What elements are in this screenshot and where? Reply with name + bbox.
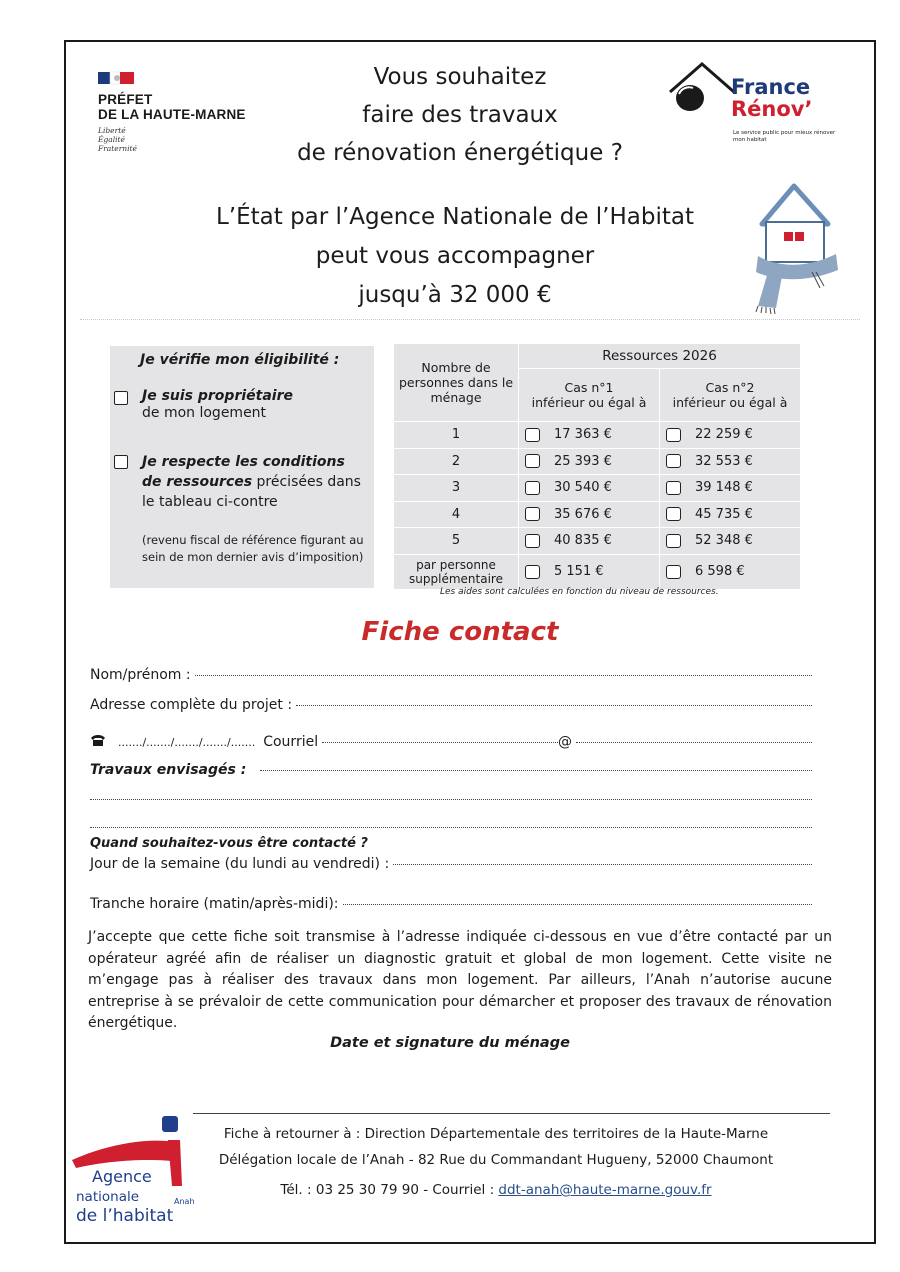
works-field[interactable]: Travaux envisagés : — [90, 762, 812, 778]
case2-checkbox[interactable] — [666, 565, 681, 579]
case2-checkbox[interactable] — [666, 534, 681, 548]
telephone-icon — [90, 734, 106, 746]
works-line-3[interactable] — [90, 827, 812, 828]
marianne-flag-icon — [98, 70, 138, 86]
eligibility-note: (revenu fiscal de référence figurant au sein de mon dernier avis d’imposition) — [142, 533, 364, 564]
anah-text-anah: Anah — [174, 1197, 195, 1206]
works-line-2[interactable] — [90, 799, 812, 800]
table-row: 4 35 676 € 45 735 € — [394, 501, 801, 528]
case1-header: Cas n°1 inférieur ou égal à — [519, 369, 660, 422]
case1-checkbox[interactable] — [525, 481, 540, 495]
name-field[interactable]: Nom/prénom : — [90, 667, 812, 683]
consent-paragraph: J’accepte que cette fiche soit transmise à l’adresse indiquée ci-dessous en vue d’être contacté par un opérateur agréé afin de réaliser un diagnostic gratuit et global de mon logement. Cette visite ne m’engage pas à réaliser des travaux dans mon logement. Par ailleurs, l’Anah n’autorise aucune entreprise à se prévaloir de cette communication pour démarcher et proposer des travaux de rénovation énergétique. — [88, 929, 832, 1031]
resources-table-title: Ressources 2026 — [519, 344, 801, 369]
signature-label: Date et signature du ménage — [330, 1035, 570, 1051]
france-renov-house-icon — [668, 60, 738, 120]
case2-header: Cas n°2 inférieur ou égal à — [660, 369, 801, 422]
main-headline: Vous souhaitez faire des travaux de rénovation énergétique ? — [297, 64, 623, 166]
subheading: L’État par l’Agence Nationale de l’Habitat peut vous accompagner jusqu’à 32 000 € — [215, 204, 694, 308]
case1-checkbox[interactable] — [525, 507, 540, 521]
france-renov-tagline: Le service public pour mieux rénover mon habitat — [733, 130, 836, 143]
case2-checkbox[interactable] — [666, 428, 681, 442]
footer-rule — [193, 1113, 830, 1114]
phone-email-row: ......./......./......./......./....... Courriel @ — [90, 734, 812, 750]
owner-checkbox[interactable] — [114, 391, 128, 405]
resources-checkbox[interactable] — [114, 455, 128, 469]
republic-motto: Liberté Égalité Fraternité — [98, 126, 137, 153]
case2-checkbox[interactable] — [666, 454, 681, 468]
footer-contact: Tél. : 03 25 30 79 90 - Courriel : ddt-anah@haute-marne.gouv.fr — [280, 1182, 712, 1198]
persons-header: Nombre de personnes dans le ménage — [394, 344, 519, 422]
owner-condition: Je suis propriétaire de mon logement — [142, 388, 293, 421]
eligibility-title: Je vérifie mon éligibilité : — [140, 352, 340, 368]
resources-table — [393, 343, 801, 590]
case1-checkbox[interactable] — [525, 534, 540, 548]
case1-checkbox[interactable] — [525, 428, 540, 442]
time-slot-field[interactable]: Tranche horaire (matin/après-midi): — [90, 896, 812, 912]
anah-text-nationale: nationale — [76, 1189, 140, 1205]
anah-text-agence: Agence — [92, 1167, 152, 1186]
table-row: 5 40 835 € 52 348 € — [394, 528, 801, 555]
case2-checkbox[interactable] — [666, 481, 681, 495]
anah-text-habitat: de l’habitat — [76, 1206, 174, 1226]
phone-field[interactable]: ......./......./......./......./....... — [118, 736, 256, 749]
resources-condition: Je respecte les conditions de ressources précisées dans le tableau ci-contre — [142, 454, 361, 510]
house-scarf-illustration — [748, 178, 848, 316]
contact-question: Quand souhaitez-vous être contacté ? — [90, 836, 368, 851]
case1-checkbox[interactable] — [525, 565, 540, 579]
prefet-title: PRÉFET DE LA HAUTE-MARNE — [98, 92, 246, 122]
france-renov-name: France Rénov’ — [731, 75, 813, 121]
footer-delegation: Délégation locale de l’Anah - 82 Rue du Commandant Hugueny, 52000 Chaumont — [218, 1152, 774, 1168]
table-row: 3 30 540 € 39 148 € — [394, 475, 801, 502]
table-footnote: Les aides sont calculées en fonction du niveau de ressources. — [440, 587, 719, 597]
case2-checkbox[interactable] — [666, 507, 681, 521]
case1-checkbox[interactable] — [525, 454, 540, 468]
table-row: 1 17 363 € 22 259 € — [394, 422, 801, 449]
table-row: 2 25 393 € 32 553 € — [394, 448, 801, 475]
table-row: par personne supplémentaire 5 151 € 6 598 € — [394, 554, 801, 589]
section-separator — [80, 319, 860, 320]
email-field[interactable]: @ — [318, 734, 812, 750]
form-title: Fiche contact — [361, 617, 559, 647]
day-field[interactable]: Jour de la semaine (du lundi au vendredi) : — [90, 856, 812, 872]
footer-email-link[interactable]: ddt-anah@haute-marne.gouv.fr — [498, 1182, 712, 1198]
footer-return-address: Fiche à retourner à : Direction Départementale des territoires de la Haute-Marne — [223, 1126, 769, 1142]
address-field[interactable]: Adresse complète du projet : — [90, 697, 812, 713]
